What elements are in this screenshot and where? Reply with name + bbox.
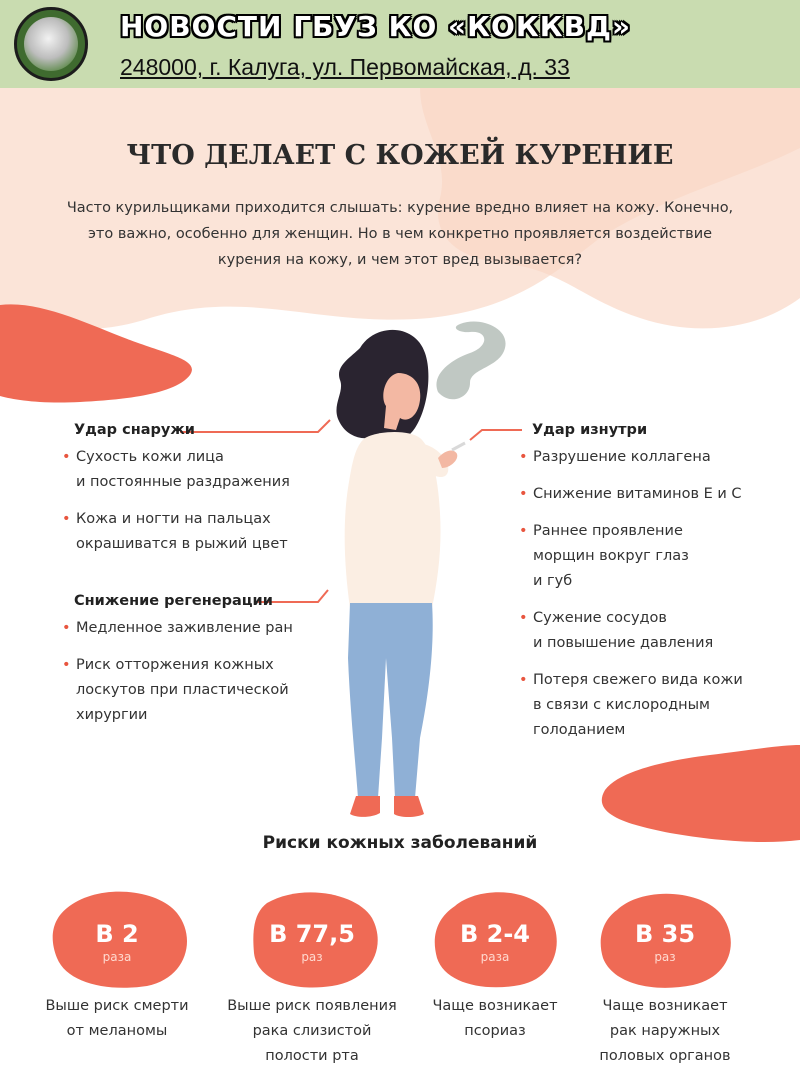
outside-impact-title: Удар снаружи xyxy=(74,422,195,438)
list-item: • Сухость кожи лица и постоянные раздражения xyxy=(62,445,322,495)
risk-unit: раза xyxy=(102,950,132,964)
risks-title: Риски кожных заболеваний xyxy=(262,833,538,853)
risk-unit: раза xyxy=(480,950,510,964)
list-item: • Раннее проявление морщин вокруг глаз и губ xyxy=(519,519,779,594)
list-item: • Разрушение коллагена xyxy=(519,445,779,470)
inside-impact-title: Удар изнутри xyxy=(532,422,648,438)
risk-text: Чаще возникает псориаз xyxy=(432,998,558,1039)
list-item: • Снижение витаминов Е и С xyxy=(519,482,779,507)
page-title: ЧТО ДЕЛАЕТ С КОЖЕЙ КУРЕНИЕ xyxy=(126,140,674,171)
regeneration-list xyxy=(62,616,322,740)
risk-text: Выше риск появления рака слизистой полости рта xyxy=(227,998,397,1064)
risk-unit: раз xyxy=(301,950,323,964)
regeneration-title: Снижение регенерации xyxy=(74,593,273,609)
risk-text: Выше риск смерти от меланомы xyxy=(45,998,189,1039)
intro-text: Часто курильщиками приходится слышать: курение вредно влияет на кожу. Конечно, это важно, особенно для женщин. Но в чем конкретно проявляется воздействие курения на кожу, и чем этот вред вызывается? xyxy=(66,200,734,268)
list-item: • Потеря свежего вида кожи в связи с кислородным голоданием xyxy=(519,668,779,743)
risk-value: В 2-4 xyxy=(459,920,530,948)
risk-value: В 77,5 xyxy=(269,920,355,948)
outside-impact-list xyxy=(62,445,322,569)
inside-impact-list xyxy=(519,445,779,755)
risk-value: В 2 xyxy=(95,920,139,948)
list-item: • Риск отторжения кожных лоскутов при пластической хирургии xyxy=(62,653,322,728)
list-item: • Медленное заживление ран xyxy=(62,616,322,641)
header-address[interactable]: 248000, г. Калуга, ул. Первомайская, д. 33 xyxy=(120,54,570,80)
list-item: • Кожа и ногти на пальцах окрашиватся в рыжий цвет xyxy=(62,507,322,557)
list-item: • Сужение сосудов и повышение давления xyxy=(519,606,779,656)
risk-text: Чаще возникает рак наружных половых органов xyxy=(599,998,731,1064)
risk-unit: раз xyxy=(654,950,676,964)
risk-value: В 35 xyxy=(634,920,696,948)
header-title: НОВОСТИ ГБУЗ КО «КОККВД» xyxy=(120,10,631,43)
